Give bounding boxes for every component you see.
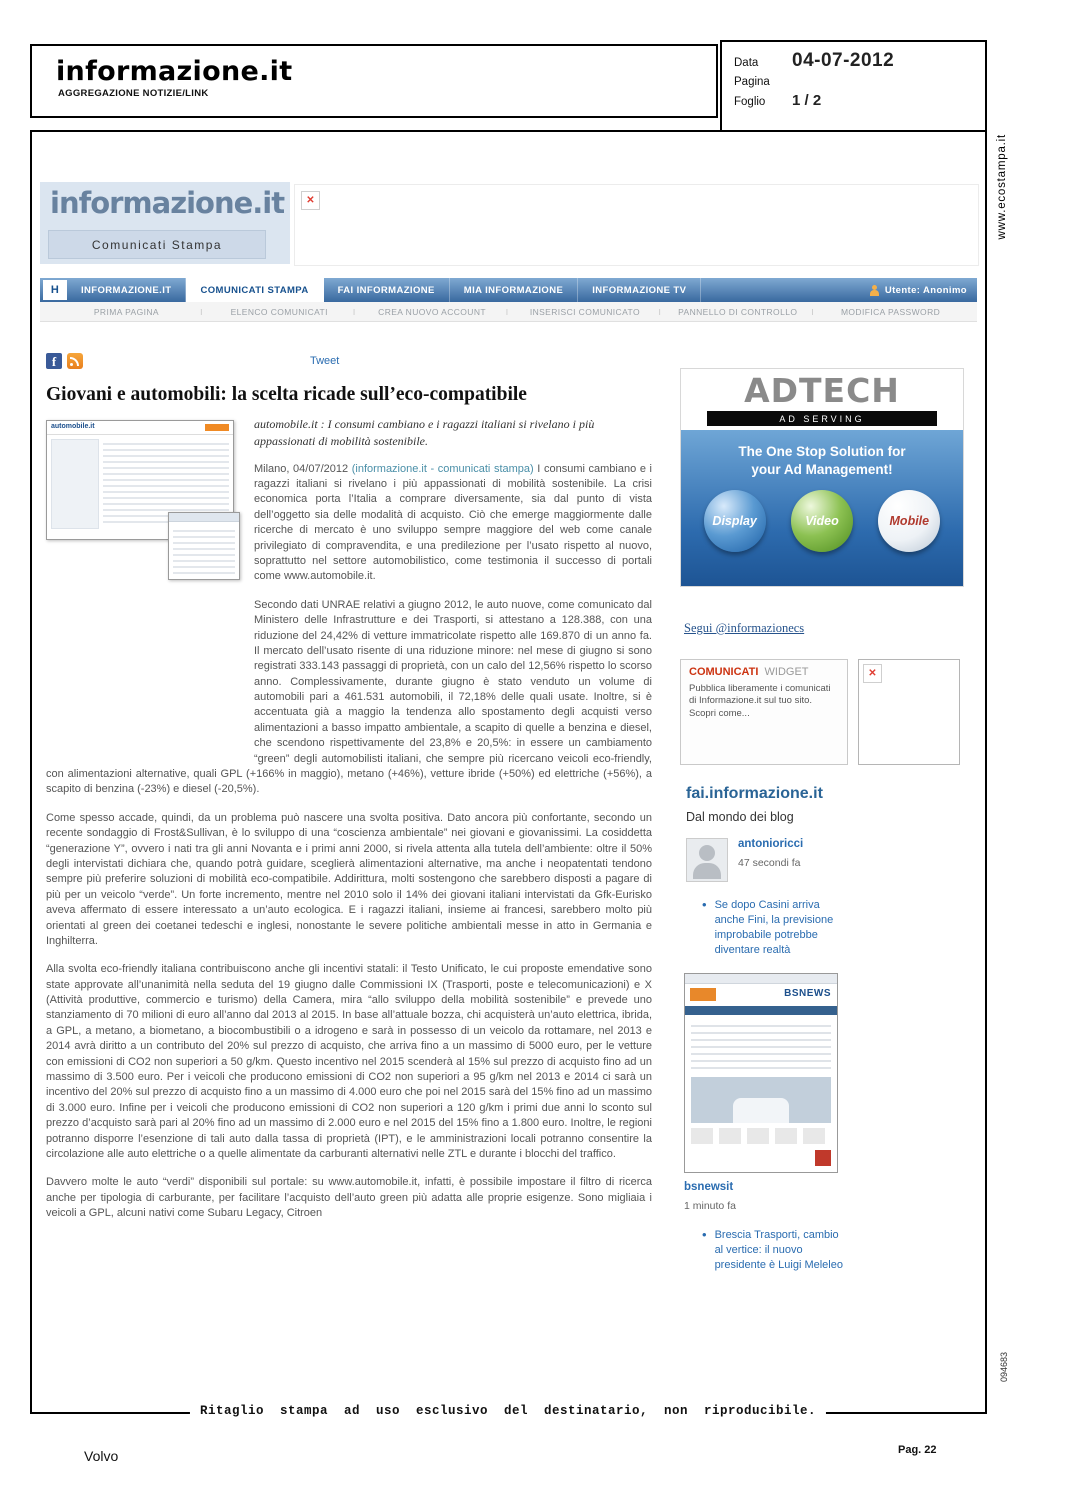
source-link[interactable]: (informazione.it - comunicati stampa)	[351, 462, 534, 475]
adtech-banner	[681, 430, 963, 586]
foglio-value: 1 / 2	[792, 92, 822, 109]
article-paragraph: Davvero molte le auto “verdi” disponibili sul portale: su www.automobile.it, infatti, è possibile impostare il filtro di ricerca anche per tipologia di carburante, per facilitare l’acquisto dell’auto green più adatta alle proprie esigenze. Sono migliaia i veicoli a GPL, alcuni nativi come Subaru Legacy, Citroen	[46, 1176, 652, 1220]
bsnews-thumb-label: BSNEWS	[784, 988, 831, 1000]
clipping-meta-box	[720, 40, 987, 132]
foglio-label: Foglio	[734, 96, 766, 108]
main-navigation	[40, 278, 977, 302]
subnav-crea-nuovo-account[interactable]: CREA NUOVO ACCOUNT I	[356, 307, 509, 317]
automobile-thumb-button	[205, 424, 229, 431]
user-status	[869, 278, 977, 302]
broken-image-icon: ✕	[863, 664, 882, 683]
facebook-icon[interactable]: f	[46, 353, 62, 369]
display-sphere-button[interactable]: Display	[704, 490, 766, 552]
subnav-inserisci-comunicato[interactable]: INSERISCI COMUNICATO I	[508, 307, 661, 317]
data-label: Data	[734, 57, 759, 69]
blog-headline-link[interactable]: Brescia Trasporti, cambio al vertice: il nuovo presidente è Luigi Meleleo	[714, 1229, 843, 1272]
ecostampa-url-vertical: www.ecostampa.it	[996, 134, 1008, 240]
article-thumbnails	[46, 416, 242, 756]
secondary-thumbnail	[168, 512, 240, 580]
nav-fai-informazione[interactable]: FAI INFORMAZIONE	[324, 278, 450, 302]
adtech-ad[interactable]	[680, 368, 964, 587]
pagina-label: Pagina	[734, 76, 770, 88]
home-icon[interactable]: H	[43, 280, 67, 300]
blog-headline-link[interactable]: Se dopo Casini arriva anche Fini, la previsione improbabile potrebbe diventare realtà	[714, 899, 834, 956]
blog-timestamp: 1 minuto fa	[684, 1200, 736, 1213]
site-logo[interactable]: informazione.it	[50, 186, 285, 220]
article-paragraph: Alla svolta eco-friendly italiana contribuiscono anche gli incentivi statali: il Testo Unificato, le cui proposte emendative sono state approvate all’unanimità nella seduta del 19 giugno dalle Commissioni IX (Trasporti, poste e telecomunicazioni) e X (Attività produttive, commercio e turismo) della Camera, mira “allo sviluppo della mobilità sostenibile” e prevede uno stanziamento di 70 milioni di euro all’anno dal 2013 al 2015. In base all’attuale bozza, chi acquisterà un’auto elettrica, ibrida, a GPL, a metano, a biometano, a biocombustibili o a idrogeno e sarà in possesso di un veicolo da rottamare, nel 2013 e 2014 avrà diritto a un contributo del 20% sul prezzo di acquisto, che arriva fino a un massimo di 5000 euro, per le vetture con emissioni di CO2 non superiori a 50 g/km. Questo incentivo nel 2015 scenderà al 15% sul prezzo di acquisto fino ad un massimo di 3.500 euro. Per i veicoli che producono emissioni di CO2 non superiori a 95 g/km nel 2013 e 2014 ci sarà un incentivo del 20% sul prezzo di acquisto fino a un massimo di 4.000 euro che poi nel 2015 sarà del 15% fino ad un massimo di 3.000 euro. Infine per i veicoli che producono emissioni di CO2 non superiori a 120 g/km i primi due anni lo sconto sul prezzo d’acquisto sarà pari al 20% fino ad un massimo di 2.000 euro e nel 2015 del 15% fino a 1.800 euro. Inoltre, le regioni potranno disporre l’esenzione di tali auto dalla tassa di proprietà (IPT), e le amministrazioni locali potranno consentire la circolazione alle auto elettriche o a quelle alimentate da carburanti alternativi nelle ZTL e durante i blocchi del traffico.	[46, 963, 652, 1160]
subnav-prima-pagina[interactable]: PRIMA PAGINA I	[50, 307, 203, 317]
widget-title-main: COMUNICATI	[689, 666, 759, 678]
sub-navigation	[40, 302, 977, 322]
webpage-frame	[30, 130, 987, 1414]
nav-comunicati-stampa[interactable]: COMUNICATI STAMPA	[186, 278, 323, 302]
clipping-footer-note: Ritaglio stampa ad uso esclusivo del destinatario, non riproducibile.	[190, 1404, 826, 1418]
widget-row	[680, 659, 972, 765]
social-share-row	[46, 352, 652, 370]
site-logo-area	[40, 182, 290, 264]
ad-headline-line1: The One Stop Solution for	[738, 444, 906, 459]
article-lead: automobile.it : I consumi cambiano e i ragazzi italiani si rivelano i più appassionati di mobilità sostenibile.	[254, 417, 595, 448]
blog-entry	[684, 1181, 972, 1212]
bsnews-thumb-badge	[815, 1150, 831, 1166]
top-ad-placeholder	[294, 184, 979, 266]
bullet-icon: •	[702, 897, 707, 912]
fai-informazione-logo[interactable]: fai.informazione.it	[686, 785, 823, 802]
blog-author-link[interactable]: bsnewsit	[684, 1181, 734, 1194]
article-paragraph: Secondo dati UNRAE relativi a giugno 2012, le auto nuove, come comunicato dal Ministero delle Infrastrutture e dei Trasporti, si attestano a 128.388, con una riduzione del 24,42% di vetture immatricolate rispetto alle 169.870 di un anno fa. Il mercato dell’usato risente di una riduzione minore: nel mese di giugno si sono registrati 333.143 passaggi di proprietà, con un calo del 12,56% rispetto lo scorso anno. Complessivamente, durante giugno è stato venduto un volume di automobili pari a 461.531 automobili, il 72,18% delle quali usate. Inoltre, si è accentuata già a maggio la tendenza allo spostamento degli acquisti verso alimentazioni a basso impatto ambientale, a scapito di quelle a benzina e diesel, che scendono rispettivamente del 23,8% e 20,5%: in essere un cambiamento “green” degli automobilisti italiani, che sempre più ricercano veicoli eco-friendly, con alimentazioni alternative, quali GPL (+166% in maggio), metano (+46%), vetture ibride (+50%) ed elettriche (+56%), a scapito di benzina (-23%) e diesel (-20,5%).	[46, 598, 652, 796]
article-column	[46, 352, 652, 1235]
rss-icon[interactable]	[67, 353, 83, 369]
blog-headline-item	[702, 898, 972, 957]
article-title: Giovani e automobili: la scelta ricade sull’eco-compatibile	[46, 384, 527, 405]
mobile-sphere-button[interactable]: Mobile	[878, 490, 940, 552]
clipping-header-box	[30, 44, 718, 118]
broken-image-icon: ✕	[301, 191, 320, 210]
user-icon	[869, 285, 880, 296]
bsnews-thumb-logo-block	[690, 988, 716, 1001]
nav-informazione-it[interactable]: INFORMAZIONE.IT	[67, 278, 186, 302]
clipping-code-vertical: 094683	[999, 1352, 1009, 1383]
bullet-icon: •	[702, 1227, 707, 1243]
follow-twitter-link[interactable]: Segui @informazionecs	[684, 621, 805, 635]
clipping-brand-subtitle: AGGREGAZIONE NOTIZIE/LINK	[58, 88, 209, 99]
data-value: 04-07-2012	[792, 50, 895, 71]
nav-informazione-tv[interactable]: INFORMAZIONE TV	[578, 278, 701, 302]
widget-body[interactable]: Pubblica liberamente i comunicati di Informazione.it sul tuo sito. Scopri come...	[689, 683, 831, 719]
ad-headline-line2: your Ad Management!	[751, 461, 893, 477]
clipping-client: Volvo	[84, 1448, 119, 1464]
article-body	[46, 416, 652, 1222]
adtech-logo: ADTECH	[744, 370, 900, 410]
subnav-pannello-di-controllo[interactable]: PANNELLO DI CONTROLLO I	[661, 307, 814, 317]
avatar	[686, 838, 728, 882]
sidebar	[680, 368, 972, 1273]
article-paragraph: Come spesso accade, quindi, da un problema può nascere una svolta positiva. Dato ancora più confortante, secondo un recente sondaggio di Frost&Sullivan, è lo sviluppo di una “coscienza ambientale” nei giovani e giovanissimi. La cosiddetta “generazione Y”, ovvero i nati tra gli anni Novanta e i primi anni 2000, si rivela attenta alla tutela dell’ambiente: oltre il 50% degli intervistati dichiara che, quando potrà guidare, sceglierà alimentazioni alternative, ma anche i neopatentati tendono sempre più preferire soluzioni di mobilità eco-compatibile. Addirittura, molti sostengono che sarebbero disposti a pagare di più per un veicolo “verde”. Un forte incremento, mentre nel 2010 solo il 14% dei giovani italiani intervistati da Gfk-Eurisko aveva affermato di essere interessato a un’auto ecologica. E i ragazzi italiani, insieme ai francesi, sarebbero molto più orientati al green dei coetanei tedeschi e inglesi, nonostante le severe politiche ambientali messe in atto in Germania e Inghilterra.	[46, 811, 652, 947]
broken-ad-box	[858, 659, 960, 765]
fai-informazione-block	[686, 785, 972, 824]
automobile-thumb-sidebar	[51, 439, 99, 529]
paragraph-text: I consumi cambiano e i ragazzi italiani si rivelano i più appassionati di mobilità sostenibile. La crisi economica porta l’Italia a comprare diversamente, sia dal punto di vista dell’oggetto sia delle modalità di acquisto. Ciò che emerge maggiormente dalle ricerche di mercato è uno sviluppo sempre maggiore del web come canale privilegiato di compravendita, e una predilezione per l’usato rispetto al nuovo, soprattutto nel settore automobilistico, come testimonia il successo di portali come www.automobile.it.	[254, 462, 652, 583]
comunicati-stampa-tab[interactable]: Comunicati Stampa	[48, 230, 266, 259]
blog-headline-item	[702, 1228, 972, 1273]
widget-title-sub: WIDGET	[764, 666, 809, 678]
bsnews-thumbnail[interactable]	[684, 973, 838, 1173]
dateline: Milano, 04/07/2012	[254, 462, 352, 475]
clipping-page-ref: Pag. 22	[898, 1444, 937, 1456]
comunicati-widget	[680, 659, 848, 765]
fai-informazione-subtitle: Dal mondo dei blog	[686, 810, 794, 824]
blog-author-link[interactable]: antonioricci	[738, 838, 804, 850]
clipping-brand: informazione.it	[56, 56, 293, 87]
user-label: Utente: Anonimo	[884, 284, 967, 296]
ad-serving-bar: AD SERVING	[707, 411, 937, 426]
nav-mia-informazione[interactable]: MIA INFORMAZIONE	[450, 278, 578, 302]
tweet-button[interactable]: Tweet	[310, 355, 340, 367]
subnav-elenco-comunicati[interactable]: ELENCO COMUNICATI I	[203, 307, 356, 317]
blog-entry	[686, 838, 972, 882]
subnav-modifica-password[interactable]: MODIFICA PASSWORD	[840, 306, 941, 317]
video-sphere-button[interactable]: Video	[791, 490, 853, 552]
blog-timestamp: 47 secondi fa	[738, 857, 801, 869]
automobile-thumb-logo: automobile.it	[51, 423, 95, 430]
